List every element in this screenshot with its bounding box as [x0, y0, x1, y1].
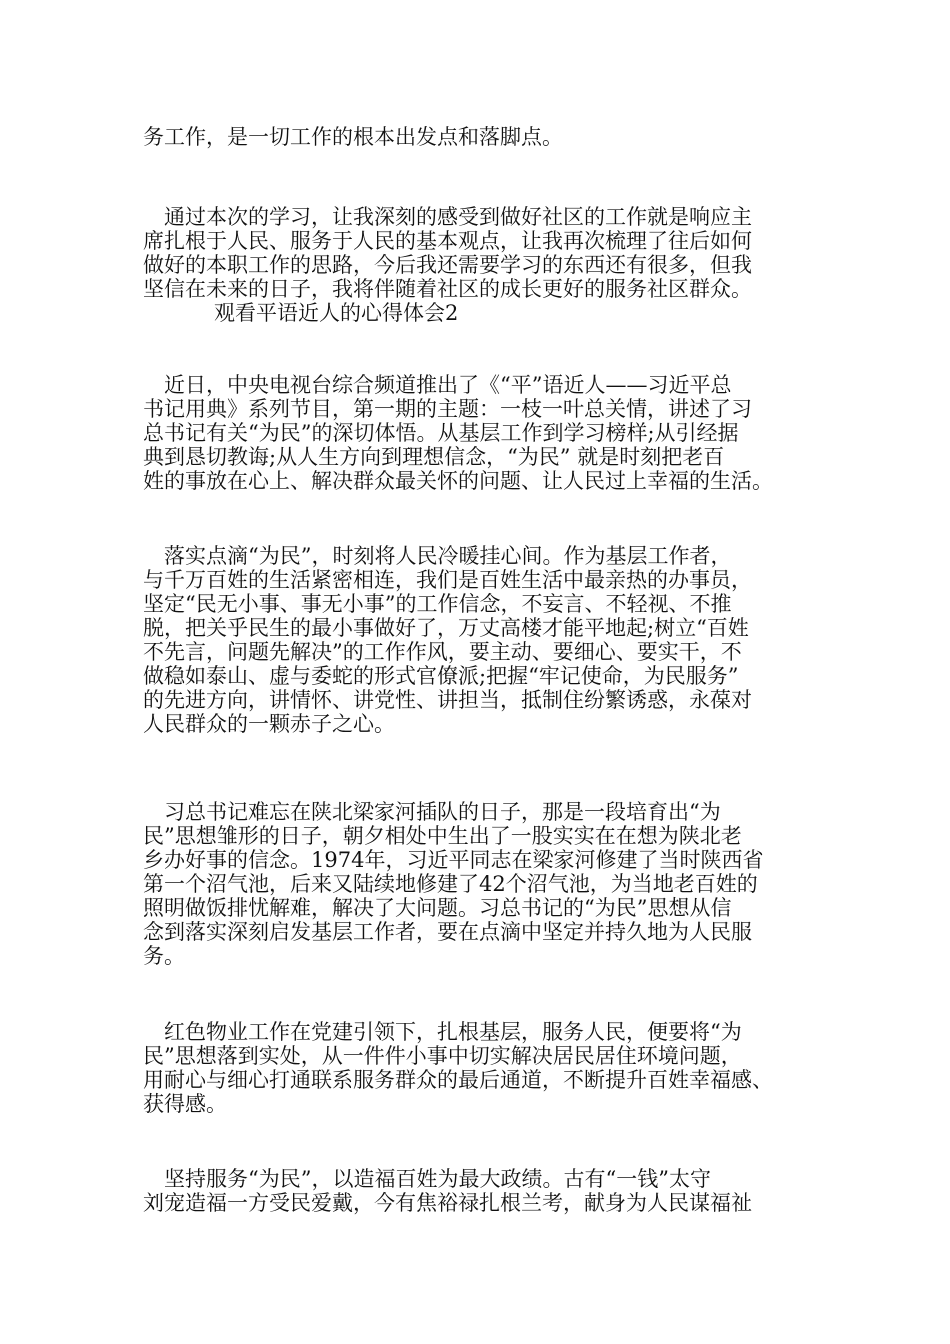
paragraph-4-line-8: 人民群众的一颗赤子之心。	[143, 712, 395, 736]
paragraph-6-line-1: 红色物业工作在党建引领下，扎根基层，服务人民，便要将“为	[143, 1020, 742, 1044]
paragraph-7-line-2: 刘宠造福一方受民爱戴，今有焦裕禄扎根兰考，献身为人民谋福祉	[143, 1191, 752, 1215]
paragraph-4-line-1: 落实点滴“为民”，时刻将人民冷暖挂心间。作为基层工作者，	[143, 544, 732, 568]
paragraph-5-line-7: 务。	[143, 944, 185, 968]
paragraph-2-line-4: 坚信在未来的日子，我将伴随着社区的成长更好的服务社区群众。	[143, 277, 752, 301]
paragraph-5-line-4: 第一个沼气池，后来又陆续地修建了42个沼气池，为当地老百姓的	[143, 872, 758, 896]
paragraph-3-line-1: 近日，中央电视台综合频道推出了《“平”语近人——习近平总	[143, 373, 732, 397]
paragraph-4-line-4: 脱，把关乎民生的最小事做好了，万丈高楼才能平地起;树立“百姓	[143, 616, 749, 640]
paragraph-3-line-3: 总书记有关“为民”的深切体悟。从基层工作到学习榜样;从引经据	[143, 421, 739, 445]
paragraph-2-line-3: 做好的本职工作的思路，今后我还需要学习的东西还有很多，但我	[143, 253, 752, 277]
paragraph-2-line-2: 席扎根于人民、服务于人民的基本观点，让我再次梳理了往后如何	[143, 229, 752, 253]
paragraph-3-line-4: 典到恳切教诲;从人生方向到理想信念，“为民” 就是时刻把老百	[143, 445, 725, 469]
paragraph-6-line-2: 民”思想落到实处，从一件件小事中切实解决居民居住环境问题，	[143, 1044, 742, 1068]
paragraph-4-line-6: 做稳如泰山、虚与委蛇的形式官僚派;把握“牢记使命，为民服务”	[143, 664, 739, 688]
section-heading: 观看平语近人的心得体会2	[214, 301, 459, 325]
paragraph-2-line-1: 通过本次的学习，让我深刻的感受到做好社区的工作就是响应主	[143, 205, 752, 229]
paragraph-4-line-3: 坚定“民无小事、事无小事”的工作信念，不妄言、不轻视、不推	[143, 592, 732, 616]
paragraph-7-line-1: 坚持服务“为民”，以造福百姓为最大政绩。古有“一钱”太守	[143, 1167, 711, 1191]
paragraph-3-line-5: 姓的事放在心上、解决群众最关怀的问题、让人民过上幸福的生活。	[143, 469, 773, 493]
paragraph-4-line-2: 与千万百姓的生活紧密相连，我们是百姓生活中最亲热的办事员，	[143, 568, 752, 592]
paragraph-6-line-4: 获得感。	[143, 1092, 227, 1116]
paragraph-6-line-3: 用耐心与细心打通联系服务群众的最后通道，不断提升百姓幸福感、	[143, 1068, 773, 1092]
paragraph-1-line-1: 务工作，是一切工作的根本出发点和落脚点。	[143, 125, 563, 149]
paragraph-5-line-3: 乡办好事的信念。1974年，习近平同志在梁家河修建了当时陕西省	[143, 848, 764, 872]
paragraph-4-line-5: 不先言，问题先解决”的工作作风，要主动、要细心、要实干，不	[143, 640, 742, 664]
paragraph-5-line-6: 念到落实深刻启发基层工作者，要在点滴中坚定并持久地为人民服	[143, 920, 752, 944]
paragraph-3-line-2: 书记用典》系列节目，第一期的主题：一枝一叶总关情，讲述了习	[143, 397, 752, 421]
paragraph-5-line-5: 照明做饭排忧解难，解决了大问题。习总书记的“为民”思想从信	[143, 896, 732, 920]
paragraph-5-line-1: 习总书记难忘在陕北梁家河插队的日子，那是一段培育出“为	[143, 800, 721, 824]
paragraph-4-line-7: 的先进方向，讲情怀、讲党性、讲担当，抵制住纷繁诱惑，永葆对	[143, 688, 752, 712]
paragraph-5-line-2: 民”思想雏形的日子，朝夕相处中生出了一股实实在在想为陕北老	[143, 824, 742, 848]
